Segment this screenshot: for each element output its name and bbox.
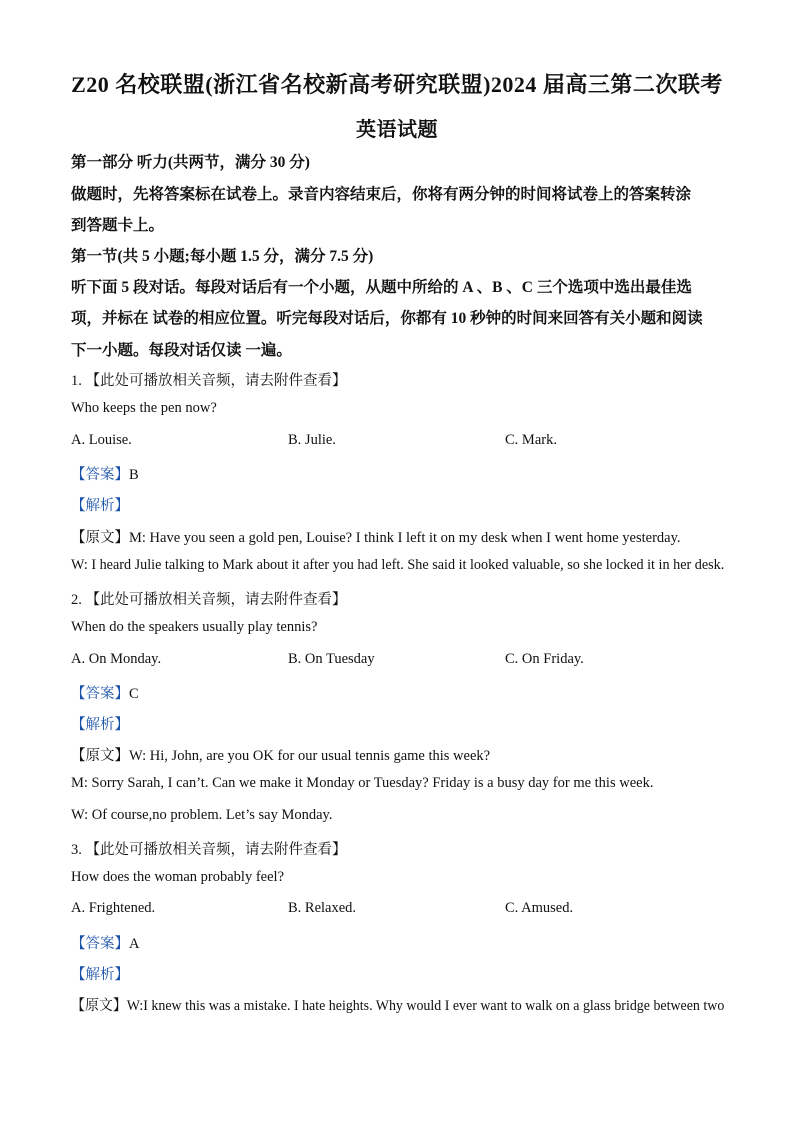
question-1-analysis xyxy=(71,494,129,515)
page-subtitle: 英语试题 xyxy=(356,119,438,141)
question-1-text: Who keeps the pen now? xyxy=(71,400,217,416)
directions-line-2: 项，并标在 试卷的相应位置。听完每段对话后，你都有 10 秒钟的时间来回答有关小题和阅读 xyxy=(71,310,703,327)
part-heading: 第一部分 听力(共两节，满分 30 分) xyxy=(71,154,310,171)
answer-value: C xyxy=(129,686,139,702)
transcript-text: M: Have you seen a gold pen, Louise? I think I left it on my desk when I went home yesterday. xyxy=(129,530,681,546)
answer-label: 【答案】 xyxy=(71,467,129,483)
answer-label: 【答案】 xyxy=(71,686,129,702)
answer-value: B xyxy=(129,467,139,483)
question-2-option-a: A. On Monday. xyxy=(71,651,162,667)
question-2-transcript-line-2: M: Sorry Sarah, I can’t. Can we make it Monday or Tuesday? Friday is a busy day for me this week. xyxy=(71,775,654,791)
directions-line-3: 下一小题。每段对话仅读 一遍。 xyxy=(71,342,292,359)
question-1-transcript-line-2: W: I heard Julie talking to Mark about it after you had left. She said it looked valuable, so she locked it in her desk. xyxy=(71,557,725,573)
section-heading: 第一节(共 5 小题;每小题 1.5 分，满分 7.5 分) xyxy=(71,248,374,265)
question-3-analysis xyxy=(71,963,129,984)
analysis-label: 【解析】 xyxy=(71,717,129,733)
analysis-label: 【解析】 xyxy=(71,498,129,514)
original-label: 【原文】 xyxy=(71,748,129,764)
answer-value: A xyxy=(129,936,140,952)
question-3-transcript-line-1 xyxy=(71,994,724,1015)
question-3-option-c: C. Amused. xyxy=(505,900,574,916)
transcript-text: W: Hi, John, are you OK for our usual tennis game this week? xyxy=(129,748,491,764)
question-2-transcript-line-3: W: Of course,no problem. Let’s say Monday. xyxy=(71,807,333,823)
question-1-option-c: C. Mark. xyxy=(505,432,557,448)
question-3-option-a: A. Frightened. xyxy=(71,900,156,916)
question-3-audio-note[interactable]: 3. 【此处可播放相关音频，请去附件查看】 xyxy=(71,842,347,858)
question-2-audio-note[interactable]: 2. 【此处可播放相关音频，请去附件查看】 xyxy=(71,592,347,608)
question-2-option-c: C. On Friday. xyxy=(505,651,584,667)
question-2-transcript-line-1 xyxy=(71,744,490,765)
directions-line-1: 听下面 5 段对话。每段对话后有一个小题，从题中所给的 A 、B 、C 三个选项中选出最佳选 xyxy=(71,279,692,296)
instruction-line-1: 做题时，先将答案标在试卷上。录音内容结束后，你将有两分钟的时间将试卷上的答案转涂 xyxy=(71,186,692,203)
page-title: Z20 名校联盟(浙江省名校新高考研究联盟)2024 届高三第二次联考 xyxy=(71,72,723,97)
question-3-text: How does the woman probably feel? xyxy=(71,869,285,885)
question-2-analysis xyxy=(71,713,129,734)
question-1-answer xyxy=(71,463,139,484)
transcript-text: W:I knew this was a mistake. I hate heights. Why would I ever want to walk on a glass bridge between two xyxy=(126,998,725,1014)
answer-label: 【答案】 xyxy=(71,936,129,952)
instruction-line-2: 到答题卡上。 xyxy=(71,217,165,234)
question-2-answer xyxy=(71,682,139,703)
analysis-label: 【解析】 xyxy=(71,967,129,983)
question-2-text: When do the speakers usually play tennis? xyxy=(71,619,318,635)
question-1-audio-note[interactable]: 1. 【此处可播放相关音频，请去附件查看】 xyxy=(71,373,347,389)
question-2-option-b: B. On Tuesday xyxy=(288,651,375,667)
question-3-option-b: B. Relaxed. xyxy=(288,900,357,916)
original-label: 【原文】 xyxy=(71,530,129,546)
original-label: 【原文】 xyxy=(71,998,127,1014)
question-1-option-b: B. Julie. xyxy=(288,432,336,448)
question-3-answer xyxy=(71,932,139,953)
question-1-option-a: A. Louise. xyxy=(71,432,132,448)
question-1-transcript-line-1 xyxy=(71,526,681,547)
